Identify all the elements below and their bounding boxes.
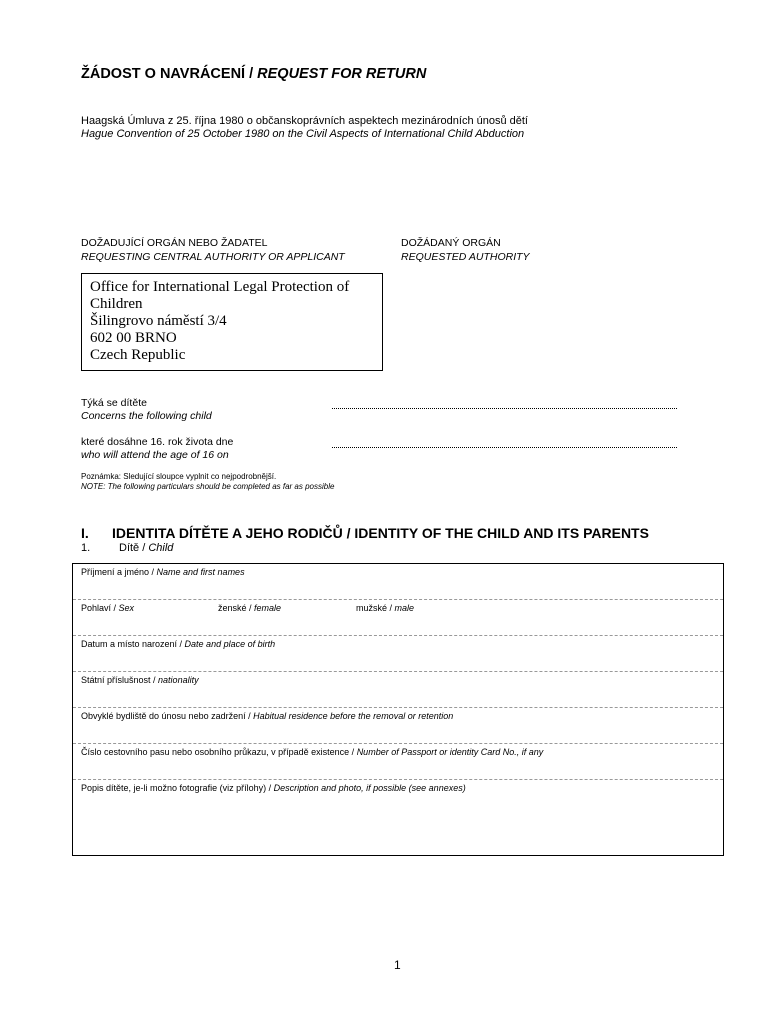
field-nationality[interactable]: Státní příslušnost / nationality [81, 675, 199, 685]
subsection-title [119, 542, 173, 554]
sex-option-female[interactable]: ženské / female [218, 603, 282, 613]
convention-english: Hague Convention of 25 October 1980 on the Civil Aspects of International Child Abduction [81, 128, 525, 140]
child-identity-table [72, 563, 724, 856]
address-line-3: Šilingrovo náměstí 3/4 [90, 313, 227, 329]
field-sex: Pohlaví / Sex [81, 603, 135, 613]
concerns-child-english: Concerns the following child [81, 410, 212, 422]
sex-option-male[interactable]: mužské / male [356, 603, 415, 613]
note-czech: Poznámka: Sledující sloupce vyplnit co nejpodrobnější. [81, 472, 277, 481]
concerns-child-czech: Týká se dítěte [81, 397, 147, 409]
row-divider [73, 635, 723, 636]
row-divider [73, 743, 723, 744]
subsection-czech: Dítě / [119, 542, 149, 554]
field-description[interactable]: Popis dítěte, je-li možno fotografie (viz přílohy) / Description and photo, if possible (see annexes) [81, 783, 466, 793]
convention-czech: Haagská Úmluva z 25. října 1980 o občanskoprávních aspektech mezinárodních únosů dětí [81, 115, 528, 127]
section-number: I. [81, 525, 89, 541]
address-line-1: Office for International Legal Protection of [90, 279, 350, 295]
requesting-authority-czech: DOŽADUJÍCÍ ORGÁN NEBO ŽADATEL [81, 237, 268, 249]
address-line-4: 602 00 BRNO [90, 330, 177, 346]
requesting-authority-english: REQUESTING CENTRAL AUTHORITY OR APPLICANT [81, 251, 345, 263]
address-line-5: Czech Republic [90, 347, 186, 363]
field-residence[interactable]: Obvyklé bydliště do únosu nebo zadržení / Habitual residence before the removal or retention [81, 711, 454, 721]
requested-authority-english: REQUESTED AUTHORITY [401, 251, 530, 263]
age-16-english: who will attend the age of 16 on [81, 449, 229, 461]
title-english: REQUEST FOR RETURN [257, 66, 427, 82]
address-line-2: Children [90, 296, 143, 312]
row-divider [73, 599, 723, 600]
row-divider [73, 671, 723, 672]
subsection-number: 1. [81, 542, 91, 554]
field-name[interactable]: Příjmení a jméno / Name and first names [81, 567, 245, 577]
concerns-child-field[interactable] [332, 408, 677, 409]
applicant-address-box [81, 273, 383, 371]
requested-authority-czech: DOŽÁDANÝ ORGÁN [401, 237, 501, 249]
document-title [81, 66, 426, 82]
page-number: 1 [394, 958, 401, 972]
note-english: NOTE: The following particulars should be completed as far as possible [81, 482, 335, 491]
section-title: IDENTITA DÍTĚTE A JEHO RODIČŮ / IDENTITY OF THE CHILD AND ITS PARENTS [112, 525, 649, 541]
row-divider [73, 707, 723, 708]
field-birth[interactable]: Datum a místo narození / Date and place of birth [81, 639, 276, 649]
row-divider [73, 779, 723, 780]
age-16-field[interactable] [332, 447, 677, 448]
subsection-english: Child [148, 542, 174, 554]
title-czech: ŽÁDOST O NAVRÁCENÍ / [81, 66, 258, 82]
field-passport[interactable]: Číslo cestovního pasu nebo osobního průkazu, v případě existence / Number of Passport or identity Card No., if any [81, 747, 544, 757]
age-16-czech: které dosáhne 16. rok života dne [81, 436, 234, 448]
